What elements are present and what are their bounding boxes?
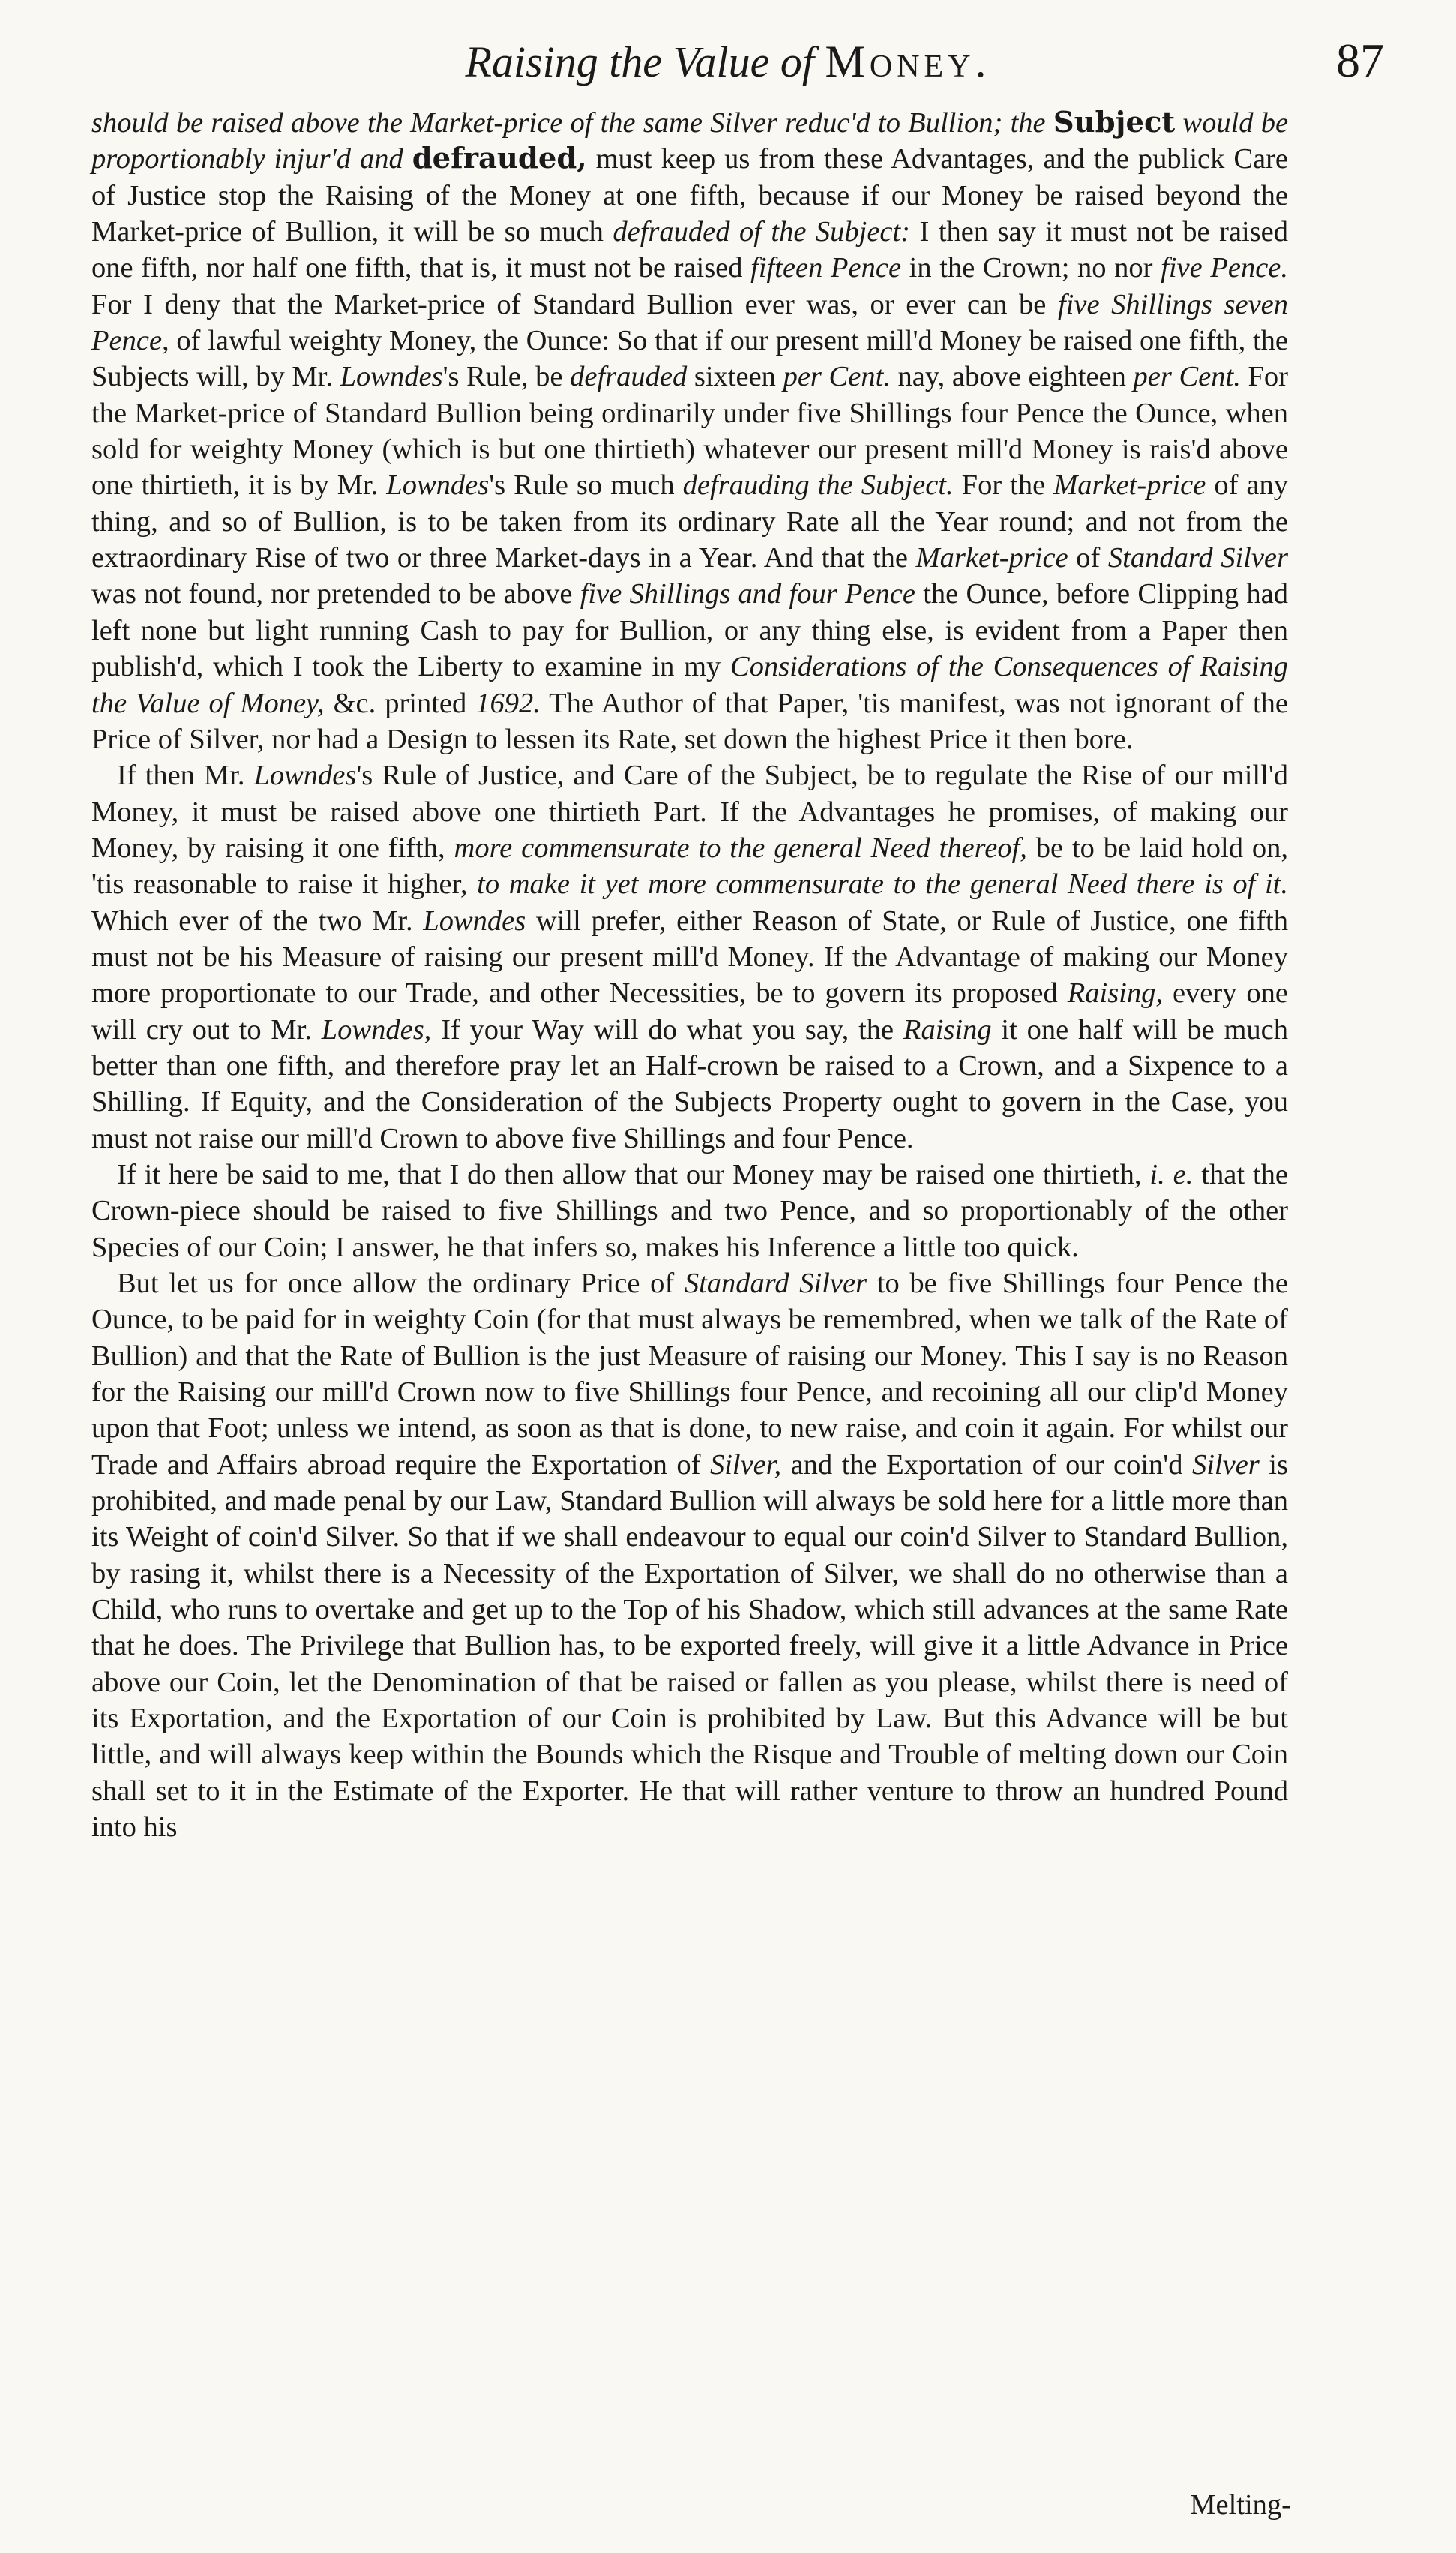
- italic-run: defrauded of the Subject:: [613, 216, 911, 248]
- italic-run: per Cent.: [1133, 361, 1241, 393]
- text-run: If your Way will do what you say, the: [431, 1013, 903, 1046]
- text-run: [403, 143, 412, 175]
- italic-run: Silver,: [709, 1448, 782, 1480]
- text-run: I then say it must not be raised one fifth, nor half one fifth, that is, it must not be raised: [91, 216, 1289, 284]
- text-run: of any thing, and so of Bullion, is to be taken from its ordinary Rate all the Year round; and not from the extraordinary Rise of two or three Market-days in a Year. And that the: [91, 470, 1288, 574]
- text-run: [1046, 107, 1053, 139]
- italic-run: defrauding the Subject.: [682, 470, 954, 502]
- paragraph: [91, 1156, 1288, 1265]
- blackletter-run: Subject: [1053, 106, 1176, 140]
- text-run: If it here be said to me, that I do then allow that our Money may be raised one thirtieth,: [117, 1158, 1150, 1190]
- italic-run: Considerations of the Consequences of Raising the Value of Money,: [91, 651, 1288, 719]
- text-run: 's Rule, be: [442, 361, 571, 393]
- italic-run: Market-price: [915, 542, 1068, 574]
- italic-run: Standard Silver: [684, 1268, 867, 1299]
- text-run: For the: [953, 470, 1054, 502]
- running-head-title: Raising the Value of: [465, 38, 815, 86]
- italic-run: Market-price: [1053, 470, 1206, 502]
- italic-run: Lowndes: [340, 361, 443, 393]
- paragraph: [91, 105, 1288, 758]
- running-head-caps: Money.: [825, 37, 991, 86]
- italic-run: i. e.: [1149, 1158, 1194, 1190]
- text-run: it one half will be much better than one fifth, and therefore pray let an Half-crown be raised to a Crown, and a Sixpence to a Shilling. If Equity, and the Consideration of the Subjects Property ought to govern in the Case, you must not raise our mill'd Crown to above five Shillings and four Pence.: [91, 1013, 1288, 1154]
- body-text: [91, 105, 1288, 1846]
- text-run: nay, above eighteen: [890, 361, 1134, 393]
- italic-run: per Cent.: [783, 361, 891, 393]
- text-run: be to be laid hold on, 'tis reasonable to raise it higher,: [91, 832, 1288, 901]
- italic-run: Lowndes,: [321, 1013, 432, 1046]
- italic-run: five Shillings and four Pence: [580, 578, 915, 610]
- italic-run: five Pence.: [1161, 252, 1288, 284]
- text-run: Which ever of the two Mr.: [91, 904, 424, 937]
- text-run: every one will cry out to Mr.: [91, 977, 1289, 1046]
- page-number: 87: [1336, 34, 1384, 87]
- italic-run: Standard Silver: [1107, 542, 1288, 574]
- text-run: For I deny that the Market-price of Standard Bullion ever was, or ever can be: [91, 288, 1058, 320]
- text-run: [1175, 107, 1182, 139]
- running-head: [0, 36, 1456, 88]
- text-run: If then Mr.: [117, 760, 254, 792]
- catchword: Melting-: [1190, 2489, 1291, 2521]
- text-run: [1002, 107, 1010, 139]
- italic-run: Lowndes: [253, 760, 357, 792]
- text-run: will prefer, either Reason of State, or Rule of Justice, one fifth must not be his Measure of raising our present mill'd Money. If the Advantage of making our Money more proportionate to our Trade, and other Necessities, be to govern its proposed: [91, 904, 1288, 1010]
- italic-run: five Shillings seven Pence,: [91, 288, 1288, 357]
- text-run: But let us for once allow the ordinary Price of: [117, 1268, 685, 1299]
- text-run: For the Market-price of Standard Bullion being ordinarily under five Shillings four Pence the Ounce, when sold for weighty Money (which is but one thirtieth) whatever our present mill'd Money is rais'd above one thirtieth, it is by Mr.: [91, 361, 1288, 502]
- text-run: of lawful weighty Money, the Ounce: So that if our present mill'd Money be raised one fifth, the Subjects will, by Mr.: [91, 325, 1288, 393]
- blackletter-run: defrauded,: [412, 142, 587, 176]
- text-run: was not found, nor pretended to be above: [91, 578, 580, 610]
- italic-run: should be raised above the Market-price of the same Silver reduc'd to Bullion;: [91, 107, 1003, 139]
- text-run: 's Rule of Justice, and Care of the Subject, be to regulate the Rise of our mill'd Money, it must be raised above one thirtieth Part. If the Advantages he promises, of making our Money, by raising it one fifth,: [91, 760, 1289, 864]
- text-run: The Author of that Paper, 'tis manifest, was not ignorant of the Price of Silver, nor had a Design to lessen its Rate, set down the highest Price it then bore.: [91, 687, 1288, 755]
- italic-run: fifteen Pence: [750, 252, 902, 284]
- text-run: 's Rule so much: [489, 470, 683, 502]
- paragraph: [91, 758, 1288, 1156]
- text-run: that the Crown-piece should be raised to five Shillings and two Pence, and so proportionably of the other Species of our Coin; I answer, he that infers so, makes his Inference a little too quick.: [91, 1158, 1288, 1263]
- text-run: is prohibited, and made penal by our Law, Standard Bullion will always be sold here for a little more than its Weight of coin'd Silver. So that if we shall endeavour to equal our coin'd Silver to Standard Bullion, by rasing it, whilst there is a Necessity of the Exportation of Silver, we shall do no otherwise than a Child, who runs to overtake and get up to the Top of his Shadow, which still advances at the same Rate that he does. The Privilege that Bullion has, to be exported freely, will give it a little Advance in Price above our Coin, let the Denomination of that be raised or fallen as you please, whilst there is need of its Exportation, and the Exportation of our Coin is prohibited by Law. But this Advance will be but little, and will always keep within the Bounds which the Risque and Trouble of melting down our Coin shall set to it in the Estimate of the Exporter. He that will rather venture to throw an hundred Pound into his: [91, 1448, 1288, 1844]
- text-run: to be five Shillings four Pence the Ounce, to be paid for in weighty Coin (for that must always be remembred, when we talk of the Rate of Bullion) and that the Rate of Bullion is the just Measure of raising our Money. This I say is no Reason for the Raising our mill'd Crown now to five Shillings four Pence, and recoining all our clip'd Money upon that Foot; unless we intend, as soon as that is done, to new raise, and coin it again. For whilst our Trade and Affairs abroad require the Exportation of: [91, 1268, 1288, 1480]
- text-run: must keep us from these Advantages, and the publick Care of Justice stop the Raising of the Money at one fifth, because if our Money be raised beyond the Market-price of Bullion, it will be so much: [91, 143, 1289, 248]
- italic-run: Silver: [1191, 1448, 1260, 1480]
- italic-run: Lowndes: [386, 470, 490, 502]
- text-run: sixteen: [687, 361, 783, 393]
- italic-run: defrauded: [570, 361, 688, 393]
- italic-run: Lowndes: [423, 904, 526, 937]
- paragraph: [91, 1265, 1288, 1846]
- text-run: and the Exportation of our coin'd: [781, 1448, 1192, 1480]
- italic-run: the: [1010, 107, 1046, 139]
- text-run: in the Crown; no nor: [901, 252, 1161, 284]
- text-run: of: [1068, 542, 1108, 574]
- italic-run: would be proportionably injur'd and: [91, 107, 1289, 176]
- italic-run: Raising,: [1067, 977, 1164, 1010]
- text-run: the Ounce, before Clipping had left none but light running Cash to pay for Bullion, or any thing else, is evident from a Paper then publish'd, which I took the Liberty to examine in my: [91, 578, 1288, 683]
- italic-run: Raising: [903, 1013, 992, 1046]
- italic-run: more commensurate to the general Need thereof,: [454, 832, 1027, 864]
- italic-run: to make it yet more commensurate to the general Need there is of it.: [477, 868, 1288, 901]
- text-run: &c. printed: [324, 687, 476, 719]
- italic-run: 1692.: [475, 687, 541, 719]
